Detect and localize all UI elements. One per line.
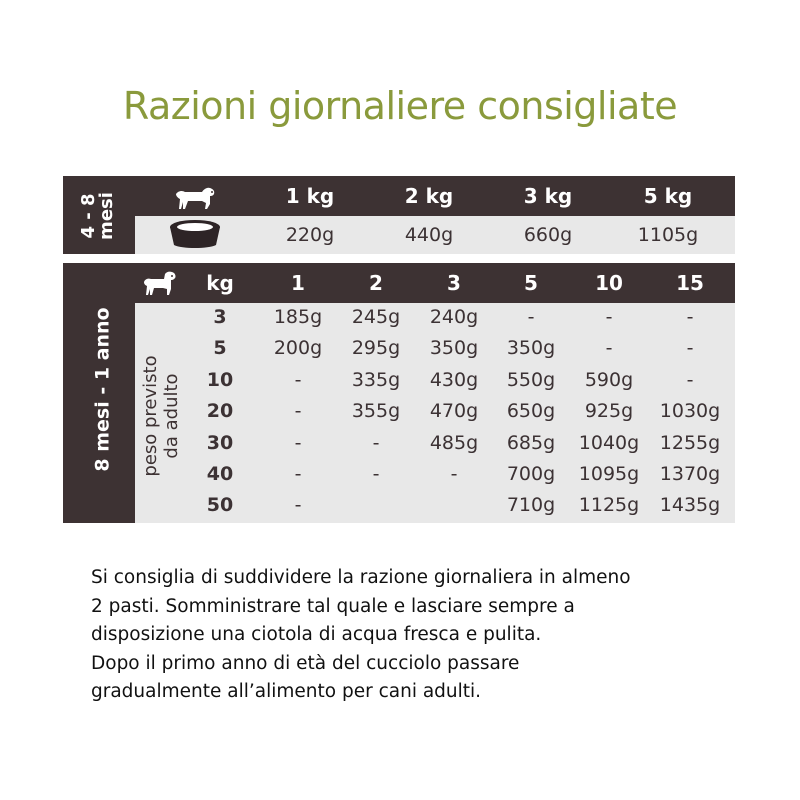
ration-cell: - [294,368,302,391]
ration-cell: - [294,400,302,423]
ration-cell: 295g [351,337,401,360]
ration-cell: 1040g [578,431,640,454]
ration-cell: 200g [273,337,323,360]
ration-cell: - [686,306,694,328]
ration-cell: 1370g [659,463,721,485]
row-kg-label: 5 [213,337,227,360]
ration-cell: 240g [429,306,479,328]
ration-cell: 1125g [578,494,640,517]
section1-weight-header: 3 kg [523,184,573,208]
section1-weight-header: 2 kg [404,184,454,208]
ration-cell: 185g [273,306,323,328]
column-header: 1 [291,271,305,295]
ration-cell: - [450,463,458,485]
ration-cell: - [686,368,694,391]
ration-cell: - [294,494,302,517]
ration-cell: 350g [506,337,556,360]
bowl-icon [168,218,222,250]
ration-cell: - [294,463,302,485]
column-header: 5 [524,271,538,295]
ration-cell: 1435g [659,494,721,517]
ration-cell: - [605,306,613,328]
row-kg-label: 10 [206,368,234,391]
ration-cell: 700g [506,463,556,485]
ration-cell: - [372,431,380,454]
section1-ration-cell: 1105g [637,224,699,246]
column-header: 2 [369,271,383,295]
row-axis-label: peso previsto da adulto [140,355,182,477]
note-line: Dopo il primo anno di età del cucciolo passare [91,652,520,674]
section1-ration-cell: 660g [523,224,573,246]
note-line: 2 pasti. Somministrare tal quale e lasciare sempre a [91,595,575,617]
row-kg-label: 20 [206,400,234,423]
ration-cell: 350g [429,337,479,360]
ration-cell: 1095g [578,463,640,485]
dog-icon [141,270,179,296]
ration-cell: - [686,337,694,360]
ration-cell: 650g [506,400,556,423]
ration-cell: 470g [429,400,479,423]
dog-icon [172,184,218,210]
ration-cell: 430g [429,368,479,391]
ration-cell: - [527,306,535,328]
page-title: Razioni giornaliere consigliate [122,84,678,128]
column-header: 10 [595,271,623,295]
note-line: disposizione una ciotola di acqua fresca e pulita. [91,624,542,645]
column-header: 3 [447,271,461,295]
ration-cell [412,490,496,521]
ration-cell: 355g [351,400,401,423]
row-kg-label: 3 [213,306,227,328]
ration-cell: 590g [584,368,634,391]
kg-header: kg [206,271,234,295]
ration-cell: 1030g [659,400,721,423]
row-kg-label: 30 [206,431,234,454]
ration-cell: - [605,337,613,360]
ration-cell: 685g [506,431,556,454]
section2-side-label: 8 mesi - 1 anno [91,307,114,472]
ration-cell: 550g [506,368,556,391]
ration-cell: - [294,431,302,454]
ration-cell: 335g [351,368,401,391]
section1-ration-cell: 220g [285,224,335,246]
section1-side-label: 4 - 8 mesi [78,192,117,240]
ration-cell: 245g [351,306,401,328]
ration-cell: 485g [429,431,479,454]
ration-cell: 925g [584,400,634,423]
note-line: Si consiglia di suddividere la razione giornaliera in almeno [91,567,631,588]
row-kg-label: 40 [206,463,234,485]
ration-cell: 710g [506,494,556,517]
note-line: gradualmente all’alimento per cani adulti. [91,681,482,702]
feeding-note [91,564,751,707]
ration-cell: 1255g [659,431,721,454]
ration-cell [334,490,418,521]
column-header: 15 [676,271,704,295]
section1-ration-cell: 440g [404,224,454,246]
ration-cell: - [372,463,380,485]
section1-weight-header: 1 kg [285,184,335,208]
section1-weight-header: 5 kg [643,184,693,208]
row-kg-label: 50 [206,494,234,517]
